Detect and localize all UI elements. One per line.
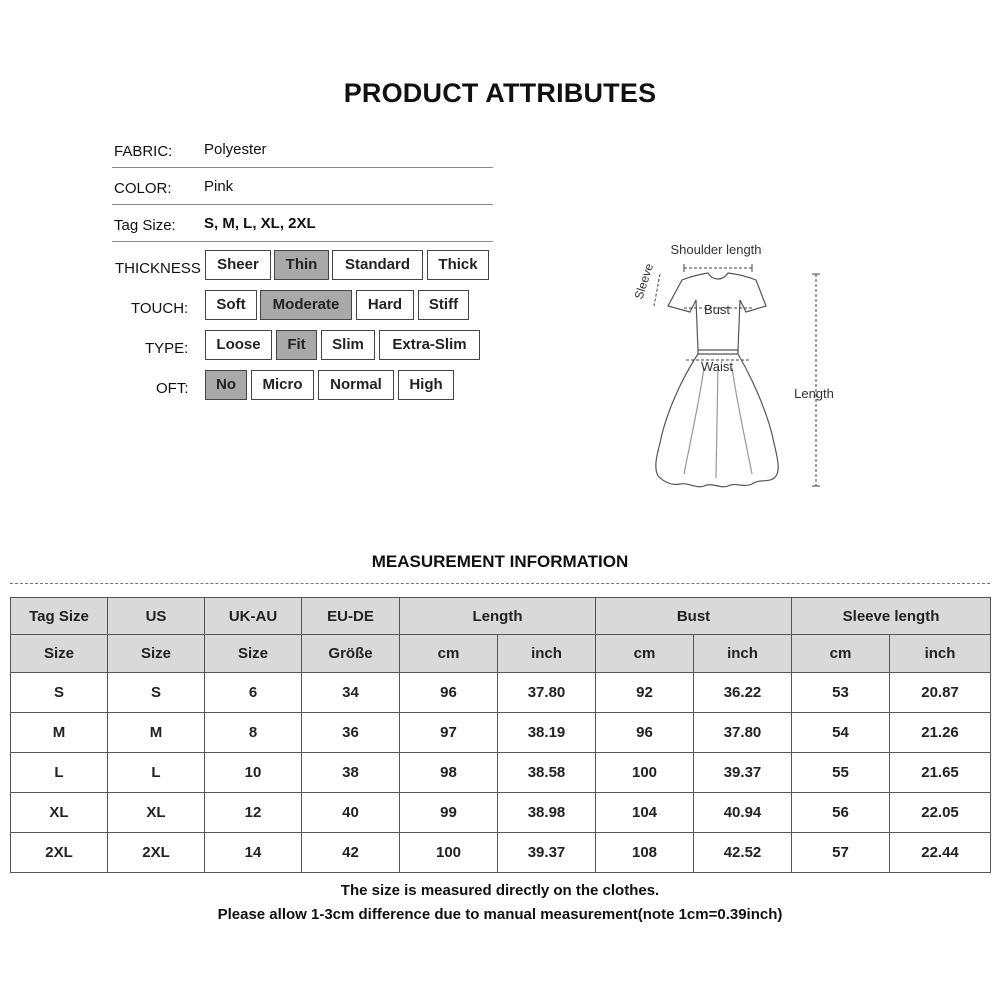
measurement-title: MEASUREMENT INFORMATION — [371, 552, 629, 571]
table-cell: 96 — [596, 713, 694, 753]
table-cell: 12 — [205, 793, 302, 833]
header-cell: US — [108, 598, 205, 635]
sleeve-measure-line — [654, 274, 660, 306]
type-label: TYPE: — [145, 340, 189, 357]
bust-label: Bust — [703, 302, 731, 317]
attr-label-fabric: FABRIC: — [114, 143, 173, 160]
table-subheader-row — [11, 635, 991, 673]
table-cell: 56 — [792, 793, 890, 833]
subheader-cell: inch — [890, 635, 991, 673]
table-cell: 21.26 — [890, 713, 991, 753]
attr-value-fabric: Polyester — [204, 141, 267, 158]
oft-option-normal: Normal — [318, 370, 394, 400]
table-cell: 14 — [205, 833, 302, 873]
subheader-cell: Size — [11, 635, 108, 673]
subheader-cell: inch — [498, 635, 596, 673]
table-cell: S — [108, 673, 205, 713]
table-cell: 92 — [596, 673, 694, 713]
page-title: PRODUCT ATTRIBUTES — [343, 78, 657, 108]
header-cell: Bust — [596, 598, 792, 635]
attr-value-tag-size: S, M, L, XL, 2XL — [204, 215, 316, 232]
table-cell: 39.37 — [694, 753, 792, 793]
subheader-cell: inch — [694, 635, 792, 673]
table-cell: 55 — [792, 753, 890, 793]
table-cell: 37.80 — [498, 673, 596, 713]
table-cell: 22.05 — [890, 793, 991, 833]
oft-option-high: High — [398, 370, 454, 400]
table-cell: 39.37 — [498, 833, 596, 873]
table-cell: 8 — [205, 713, 302, 753]
thickness-label: THICKNESS — [115, 260, 201, 277]
touch-option-moderate: Moderate — [260, 290, 352, 320]
table-cell: 57 — [792, 833, 890, 873]
oft-option-micro: Micro — [251, 370, 314, 400]
attr-value-color: Pink — [204, 178, 234, 195]
table-row — [11, 793, 991, 833]
table-cell: 2XL — [11, 833, 108, 873]
thickness-option-sheer: Sheer — [205, 250, 271, 280]
sleeve-label: Sleeve — [631, 261, 657, 301]
thickness-option-thick: Thick — [427, 250, 489, 280]
table-cell: 97 — [400, 713, 498, 753]
oft-label: OFT: — [156, 380, 189, 397]
table-cell: 104 — [596, 793, 694, 833]
table-cell: 10 — [205, 753, 302, 793]
subheader-cell: cm — [596, 635, 694, 673]
header-cell: Sleeve length — [792, 598, 991, 635]
attr-label-color: COLOR: — [114, 180, 172, 197]
table-cell: 37.80 — [694, 713, 792, 753]
type-option-slim: Slim — [321, 330, 375, 360]
subheader-cell: cm — [400, 635, 498, 673]
table-cell: 36 — [302, 713, 400, 753]
touch-option-soft: Soft — [205, 290, 257, 320]
note-measured: The size is measured directly on the clothes. — [340, 882, 660, 899]
table-cell: 100 — [400, 833, 498, 873]
table-cell: 38.19 — [498, 713, 596, 753]
header-cell: EU-DE — [302, 598, 400, 635]
table-cell: L — [108, 753, 205, 793]
table-cell: 36.22 — [694, 673, 792, 713]
type-option-fit: Fit — [276, 330, 317, 360]
table-cell: 54 — [792, 713, 890, 753]
waist-label: Waist — [700, 359, 734, 374]
table-cell: 40.94 — [694, 793, 792, 833]
table-cell: 100 — [596, 753, 694, 793]
attr-row-color — [112, 168, 493, 205]
subheader-cell: Size — [205, 635, 302, 673]
table-cell: 40 — [302, 793, 400, 833]
table-row — [11, 833, 991, 873]
table-cell: 22.44 — [890, 833, 991, 873]
table-cell: 38.98 — [498, 793, 596, 833]
touch-option-hard: Hard — [356, 290, 414, 320]
table-cell: 34 — [302, 673, 400, 713]
table-cell: M — [11, 713, 108, 753]
touch-label: TOUCH: — [131, 300, 189, 317]
header-cell: UK-AU — [205, 598, 302, 635]
length-label: Length — [794, 386, 834, 401]
table-cell: 2XL — [108, 833, 205, 873]
measurement-table — [10, 597, 991, 873]
table-cell: 99 — [400, 793, 498, 833]
attr-row-fabric — [112, 131, 493, 168]
table-header-row — [11, 598, 991, 635]
type-option-extra-slim: Extra-Slim — [379, 330, 480, 360]
type-option-loose: Loose — [205, 330, 272, 360]
attr-label-tag-size: Tag Size: — [114, 217, 176, 234]
table-cell: XL — [11, 793, 108, 833]
table-row — [11, 753, 991, 793]
dress-measurement-diagram — [620, 238, 850, 498]
table-cell: 21.65 — [890, 753, 991, 793]
table-cell: 38.58 — [498, 753, 596, 793]
table-row — [11, 673, 991, 713]
table-cell: 42.52 — [694, 833, 792, 873]
subheader-cell: cm — [792, 635, 890, 673]
table-cell: 42 — [302, 833, 400, 873]
attr-row-tag-size — [112, 205, 493, 242]
table-row — [11, 713, 991, 753]
table-cell: 96 — [400, 673, 498, 713]
table-cell: L — [11, 753, 108, 793]
table-cell: 98 — [400, 753, 498, 793]
table-cell: XL — [108, 793, 205, 833]
thickness-option-thin: Thin — [274, 250, 329, 280]
note-allowance: Please allow 1-3cm difference due to manual measurement(note 1cm=0.39inch) — [217, 906, 783, 923]
table-cell: M — [108, 713, 205, 753]
dashed-divider — [10, 583, 990, 584]
oft-option-no: No — [205, 370, 247, 400]
touch-option-stiff: Stiff — [418, 290, 469, 320]
header-cell: Tag Size — [11, 598, 108, 635]
shoulder-length-label: Shoulder length — [670, 242, 762, 257]
thickness-option-standard: Standard — [332, 250, 423, 280]
table-cell: 20.87 — [890, 673, 991, 713]
table-cell: 108 — [596, 833, 694, 873]
subheader-cell: Size — [108, 635, 205, 673]
table-cell: 38 — [302, 753, 400, 793]
table-cell: 6 — [205, 673, 302, 713]
subheader-cell: Größe — [302, 635, 400, 673]
table-cell: 53 — [792, 673, 890, 713]
table-cell: S — [11, 673, 108, 713]
header-cell: Length — [400, 598, 596, 635]
